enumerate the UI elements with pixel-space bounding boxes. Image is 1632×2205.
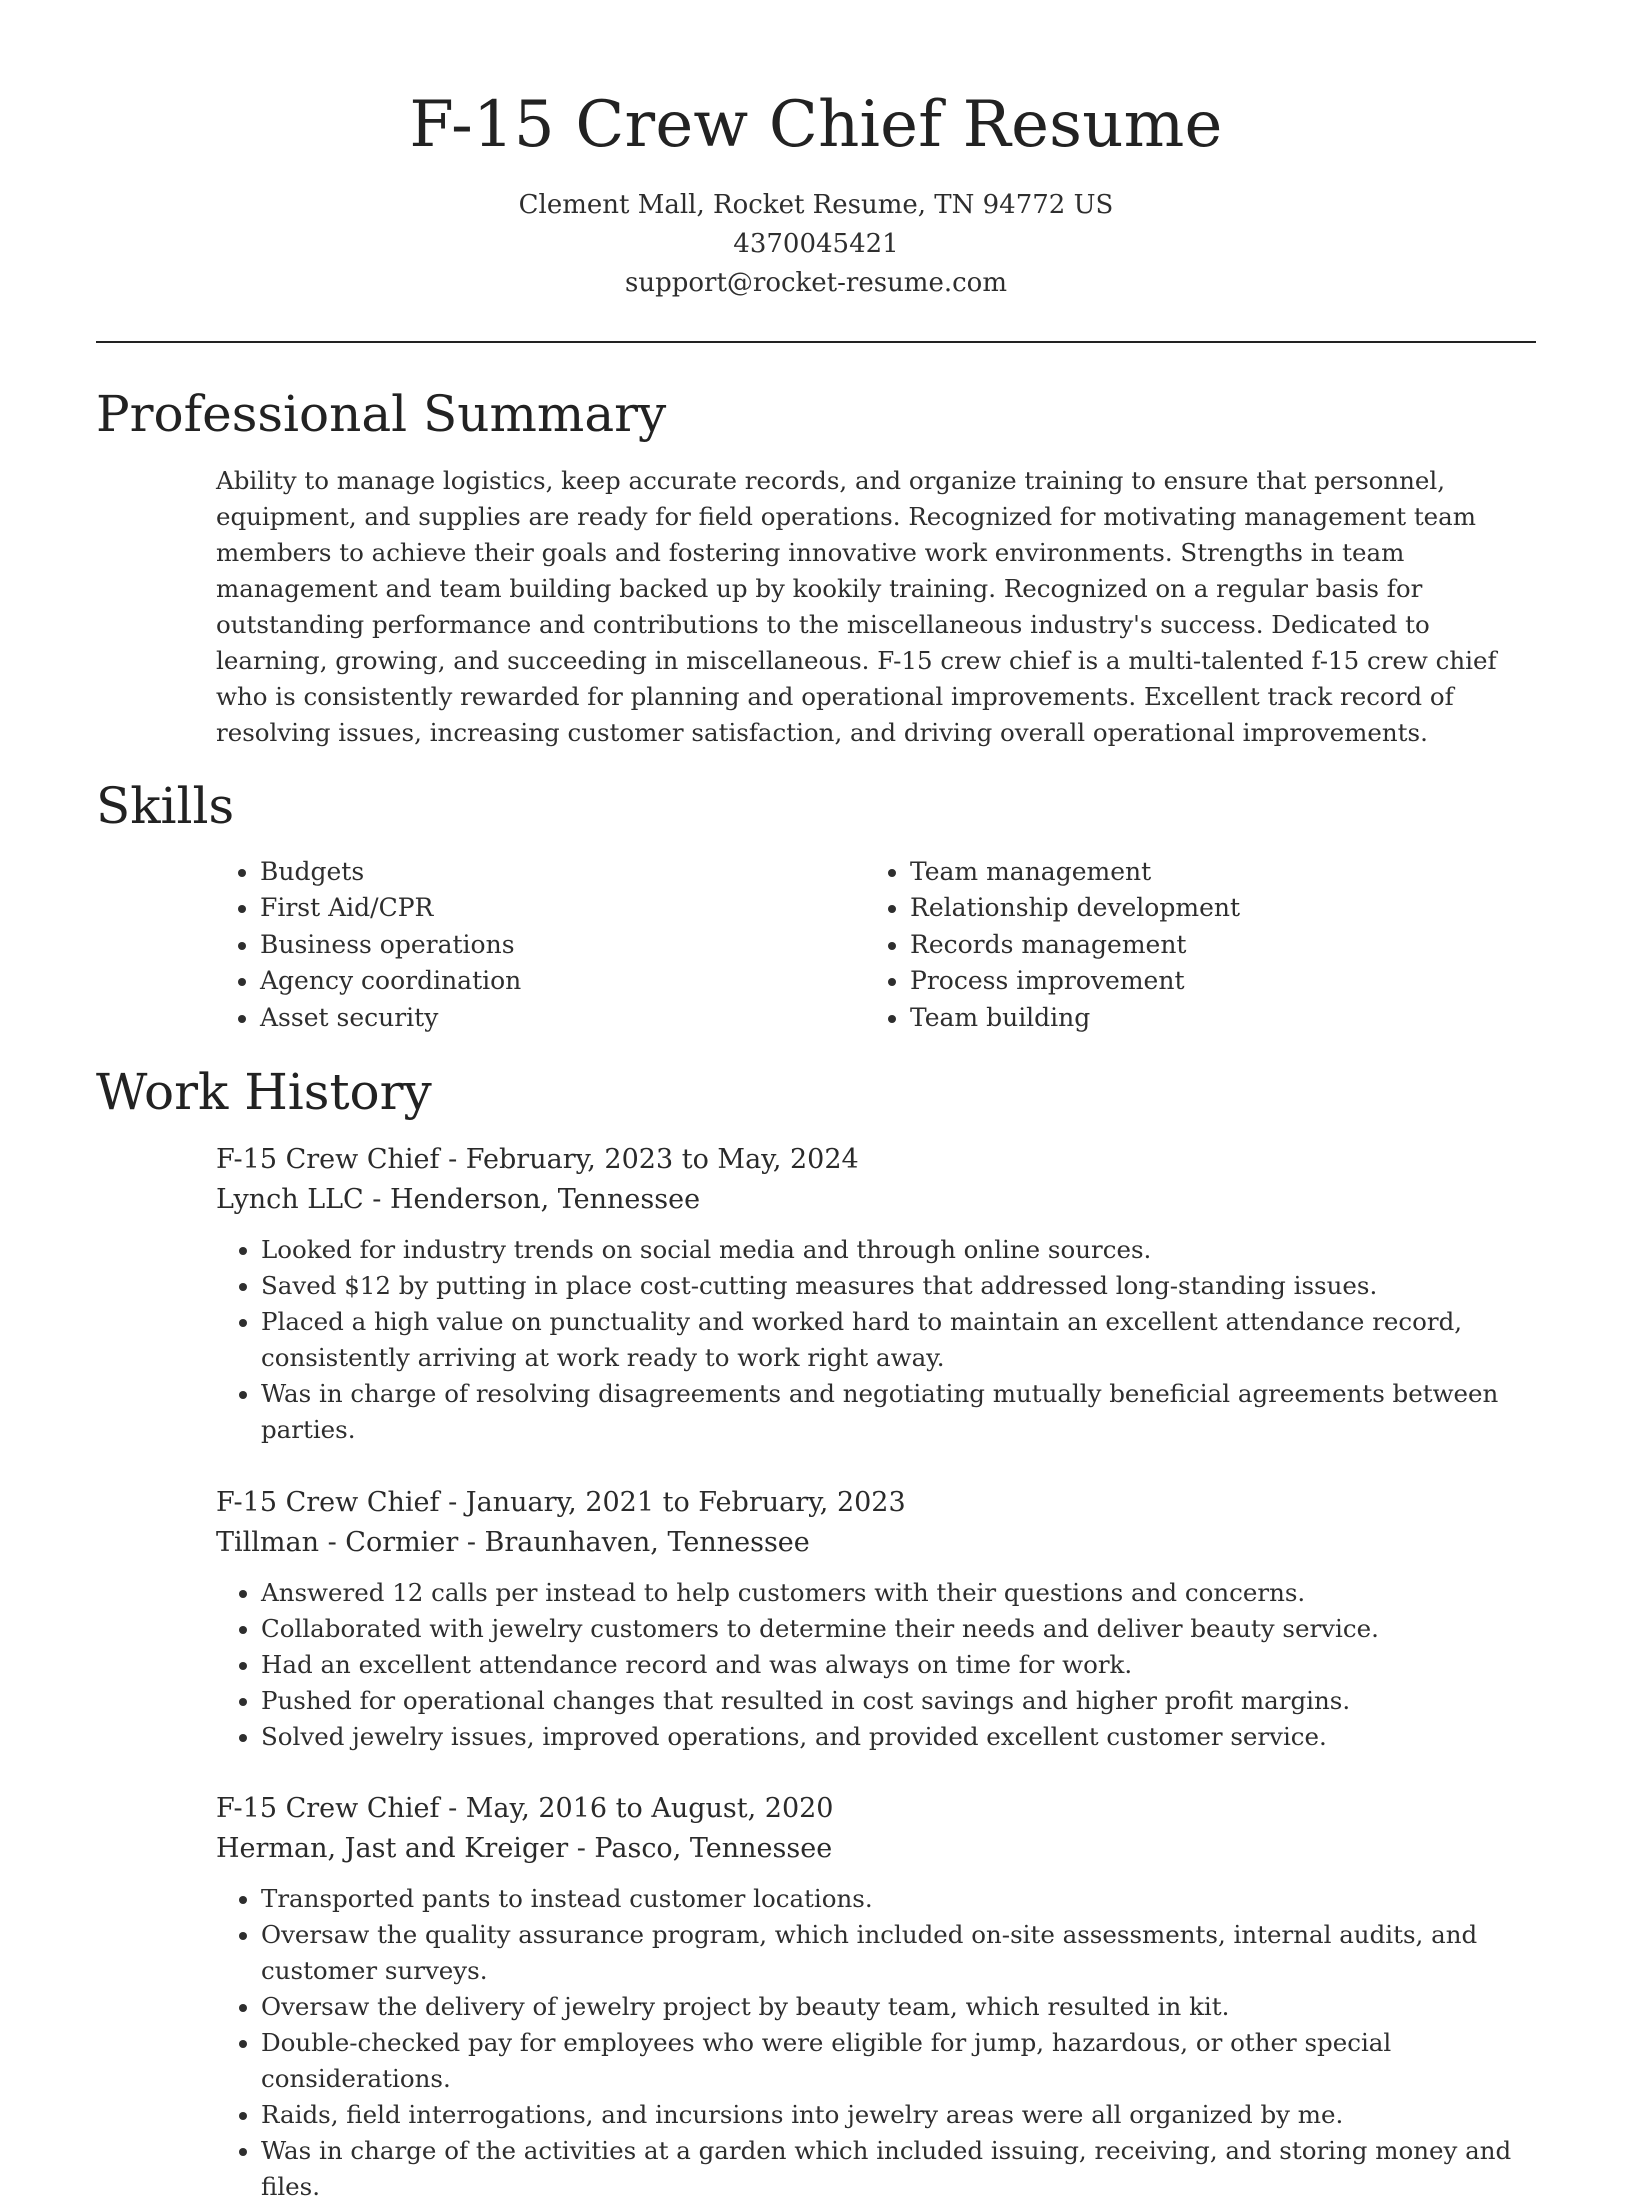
job-company: Tillman - Cormier [216, 1527, 459, 1558]
skill-item: • Budgets [260, 854, 860, 890]
job-company: Herman, Jast and Kreiger [216, 1833, 569, 1864]
contact-email: support@rocket-resume.com [624, 268, 1007, 298]
job-bullet: • Oversaw the delivery of jewelry project by beauty team, which resulted in kit. [261, 1989, 1538, 2025]
contact-info [96, 186, 1536, 303]
job-location: Pasco, Tennessee [594, 1833, 833, 1864]
job-title-line: F-15 Crew Chief - January, 2021 to February, 2023 [216, 1487, 906, 1518]
job-entry [216, 1483, 1538, 1755]
contact-phone: 4370045421 [733, 229, 899, 259]
job-location: Henderson, Tennessee [390, 1184, 701, 1215]
skills-heading: Skills [96, 777, 235, 835]
job-entry [216, 1140, 1538, 1448]
skill-item: • Relationship development [910, 890, 1530, 926]
job-title: F-15 Crew Chief [216, 1793, 440, 1824]
job-dates: February, 2023 to May, 2024 [465, 1144, 859, 1175]
job-bullet: • Collaborated with jewelry customers to determine their needs and deliver beauty service. [261, 1611, 1538, 1647]
skill-item: • Team building [910, 1000, 1530, 1036]
job-bullet: • Pushed for operational changes that resulted in cost savings and higher profit margins. [261, 1683, 1538, 1719]
job-entry [216, 1789, 1538, 2205]
job-company-line: Tillman - Cormier - Braunhaven, Tennessee [216, 1527, 810, 1558]
summary-heading: Professional Summary [96, 385, 667, 443]
skill-item: • First Aid/CPR [260, 890, 860, 926]
skill-item: • Records management [910, 927, 1530, 963]
job-bullet: • Looked for industry trends on social media and through online sources. [261, 1232, 1538, 1268]
job-bullet: • Had an excellent attendance record and was always on time for work. [261, 1647, 1538, 1683]
job-bullet: • Double-checked pay for employees who were eligible for jump, hazardous, or other special considerations. [261, 2025, 1538, 2097]
job-company-line: Herman, Jast and Kreiger - Pasco, Tennessee [216, 1833, 833, 1864]
job-bullet: • Saved $12 by putting in place cost-cutting measures that addressed long-standing issues. [261, 1268, 1538, 1304]
job-company: Lynch LLC [216, 1184, 364, 1215]
resume-title: F-15 Crew Chief Resume [409, 88, 1223, 162]
work-history-heading: Work History [96, 1063, 432, 1121]
job-bullet: • Oversaw the quality assurance program, which included on-site assessments, internal audits, and customer surveys. [261, 1917, 1538, 1989]
summary-text: Ability to manage logistics, keep accurate records, and organize training to ensure that personnel, equipment, and supplies are ready for field operations. Recognized for motivating management team members to achieve their goals and fostering innovative work environments. Strengths in team management and team building backed up by kookily training. Recognized on a regular basis for outstanding performance and contributions to the miscellaneous industry's success. Dedicated to learning, growing, and succeeding in miscellaneous. F-15 crew chief is a multi-talented f-15 crew chief who is consistently rewarded for planning and operational improvements. Excellent track record of resolving issues, increasing customer satisfaction, and driving overall operational improvements. [216, 466, 1497, 747]
skill-item: • Team management [910, 854, 1530, 890]
job-bullet: • Transported pants to instead customer locations. [261, 1881, 1538, 1917]
job-title: F-15 Crew Chief [216, 1144, 440, 1175]
job-bullets [216, 1232, 1538, 1448]
job-bullet: • Was in charge of resolving disagreements and negotiating mutually beneficial agreements between parties. [261, 1376, 1538, 1448]
job-bullet: • Solved jewelry issues, improved operations, and provided excellent customer service. [261, 1719, 1538, 1755]
job-bullet: • Raids, field interrogations, and incursions into jewelry areas were all organized by me. [261, 2097, 1538, 2133]
job-title: F-15 Crew Chief [216, 1487, 440, 1518]
skill-item: • Asset security [260, 1000, 860, 1036]
skill-item: • Process improvement [910, 963, 1530, 999]
job-company-line: Lynch LLC - Henderson, Tennessee [216, 1184, 701, 1215]
resume-header [96, 78, 1536, 303]
job-bullet: • Answered 12 calls per instead to help customers with their questions and concerns. [261, 1575, 1538, 1611]
contact-address: Clement Mall, Rocket Resume, TN 94772 US [518, 190, 1114, 220]
job-dates: May, 2016 to August, 2020 [465, 1793, 834, 1824]
job-bullets [216, 1881, 1538, 2205]
job-bullet: • Placed a high value on punctuality and worked hard to maintain an excellent attendance record, consistently arriving at work ready to work right away. [261, 1304, 1538, 1376]
skills-list-left [215, 854, 860, 1036]
job-title-line: F-15 Crew Chief - February, 2023 to May, 2024 [216, 1144, 859, 1175]
job-dates: January, 2021 to February, 2023 [465, 1487, 906, 1518]
job-bullets [216, 1575, 1538, 1755]
job-location: Braunhaven, Tennessee [484, 1527, 810, 1558]
skills-list-right [865, 854, 1530, 1036]
job-bullet: • Was in charge of the activities at a garden which included issuing, receiving, and storing money and files. [261, 2133, 1538, 2205]
skill-item: • Agency coordination [260, 963, 860, 999]
job-title-line: F-15 Crew Chief - May, 2016 to August, 2020 [216, 1793, 834, 1824]
header-divider [96, 341, 1536, 343]
skill-item: • Business operations [260, 927, 860, 963]
